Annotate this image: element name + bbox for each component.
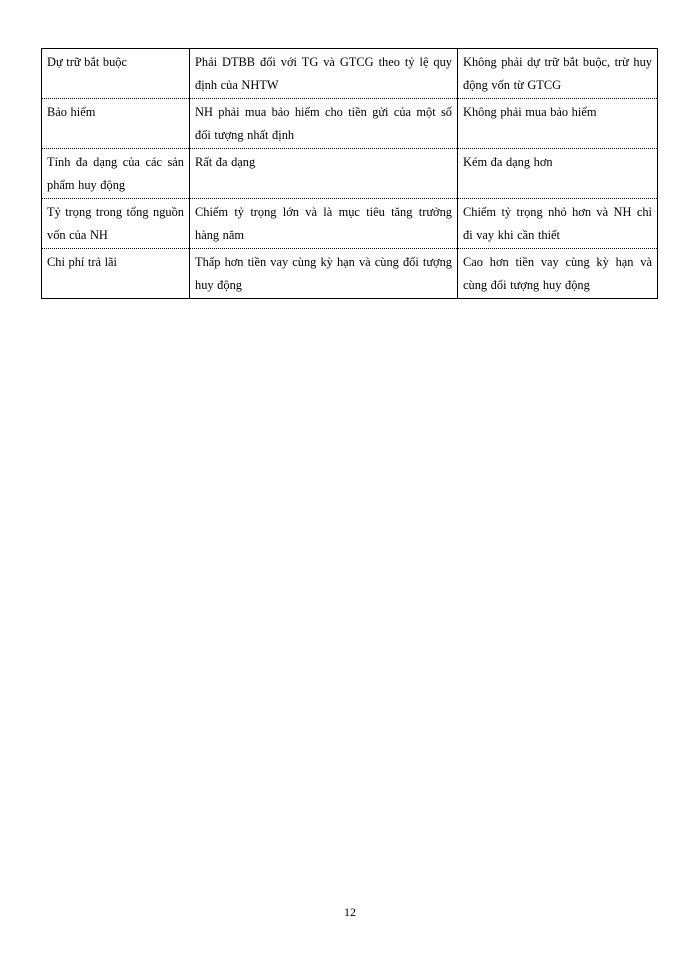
criterion-cell: Chi phí trả lãi bbox=[42, 249, 190, 299]
deposit-cell: NH phải mua bảo hiểm cho tiền gửi của một số đối tượng nhất định bbox=[190, 99, 458, 149]
deposit-cell: Thấp hơn tiền vay cùng kỳ hạn và cùng đối tượng huy động bbox=[190, 249, 458, 299]
borrowing-cell: Không phải dự trữ bắt buộc, trừ huy động vốn từ GTCG bbox=[458, 49, 658, 99]
borrowing-cell: Không phải mua bảo hiểm bbox=[458, 99, 658, 149]
criterion-cell: Tính đa dạng của các sản phẩm huy động bbox=[42, 149, 190, 199]
table-row bbox=[42, 249, 658, 299]
comparison-table bbox=[41, 48, 658, 299]
deposit-cell: Chiếm tỷ trọng lớn và là mục tiêu tăng trưởng hàng năm bbox=[190, 199, 458, 249]
criterion-cell: Bảo hiểm bbox=[42, 99, 190, 149]
deposit-cell: Phải DTBB đối với TG và GTCG theo tỷ lệ quy định của NHTW bbox=[190, 49, 458, 99]
page-number: 12 bbox=[344, 905, 356, 919]
deposit-cell: Rất đa dạng bbox=[190, 149, 458, 199]
borrowing-cell: Chiếm tỷ trọng nhỏ hơn và NH chỉ đi vay khi cần thiết bbox=[458, 199, 658, 249]
borrowing-cell: Kém đa dạng hơn bbox=[458, 149, 658, 199]
criterion-cell: Dự trữ bắt buộc bbox=[42, 49, 190, 99]
table-row bbox=[42, 99, 658, 149]
table-row bbox=[42, 149, 658, 199]
table-row bbox=[42, 49, 658, 99]
borrowing-cell: Cao hơn tiền vay cùng kỳ hạn và cùng đối tượng huy động bbox=[458, 249, 658, 299]
criterion-cell: Tỷ trọng trong tổng nguồn vốn của NH bbox=[42, 199, 190, 249]
table-row bbox=[42, 199, 658, 249]
